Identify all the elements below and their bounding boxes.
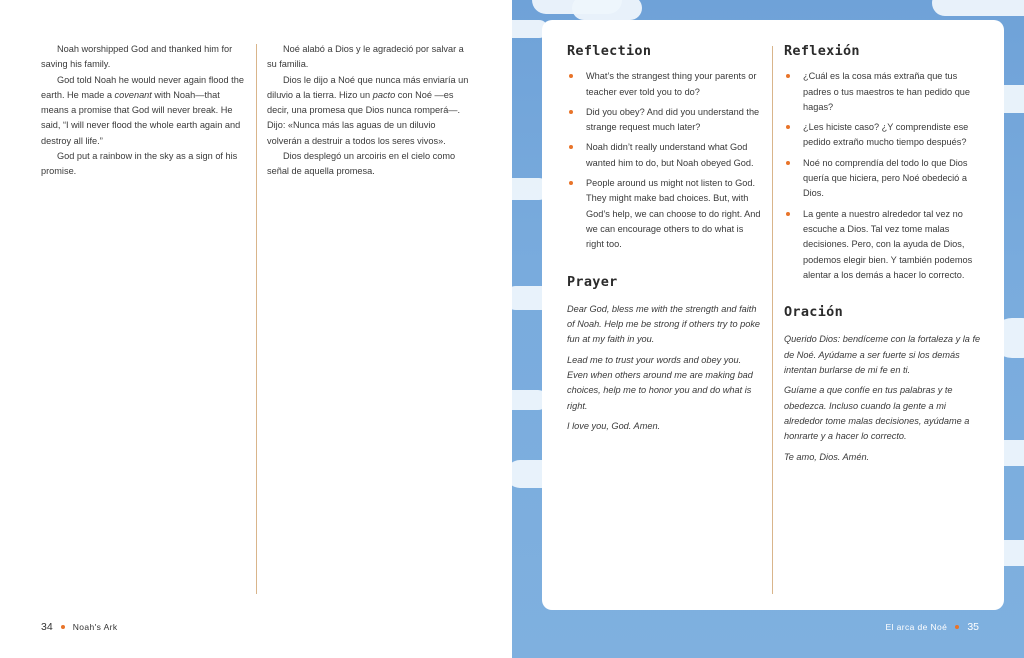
prayer-paragraph: Te amo, Dios. Amén. bbox=[784, 451, 870, 462]
prayer-paragraph: I love you, God. Amen. bbox=[567, 420, 661, 431]
prayer-text-en bbox=[567, 302, 763, 434]
cloud-decoration bbox=[932, 0, 1024, 16]
reflection-item: What’s the strangest thing your parents or teacher ever told you to do? bbox=[567, 69, 763, 100]
english-reflection-column bbox=[567, 44, 763, 439]
bullet-dot-icon bbox=[61, 625, 65, 629]
prayer-paragraph: Lead me to trust your words and obey you. Even when others around me are making bad choices, help me to honor you and do what is right. bbox=[567, 354, 753, 411]
prayer-heading: Prayer bbox=[567, 273, 618, 290]
page-number-left: 34 bbox=[41, 621, 53, 633]
prayer-paragraph: Dear God, bless me with the strength and faith of Noah. Help me be strong if others try to poke fun at my faith in you. bbox=[567, 303, 761, 345]
emphasized-term: covenant bbox=[114, 89, 152, 100]
column-divider bbox=[256, 44, 257, 594]
reflection-heading: Reflection bbox=[567, 43, 652, 59]
reflection-item: ¿Les hiciste caso? ¿Y comprendiste ese pedido extraño mucho tiempo después? bbox=[784, 120, 984, 151]
right-page bbox=[512, 0, 1024, 658]
reflection-item: Did you obey? And did you understand the strange request much later? bbox=[567, 105, 763, 136]
prayer-text-es bbox=[784, 332, 984, 464]
reflexion-heading: Reflexión bbox=[784, 43, 860, 59]
spanish-reflection-column bbox=[784, 44, 984, 470]
right-folio bbox=[885, 621, 979, 633]
reflection-item: ¿Cuál es la cosa más extraña que tus padres o tus maestros te han pedido que hagas? bbox=[784, 69, 984, 115]
prayer-paragraph: Guíame a que confíe en tus palabras y te obedezca. Incluso cuando la gente a mi alrededor tome malas decisiones, ayúdame a honrarte y a hacer lo correcto. bbox=[784, 385, 970, 442]
spanish-story-column bbox=[267, 42, 470, 180]
emphasized-term: pacto bbox=[372, 89, 396, 100]
reflection-list-en bbox=[567, 69, 763, 252]
left-folio bbox=[41, 621, 118, 633]
story-paragraph: God told Noah he would never again flood the earth. He made a covenant with Noah—that means a promise that God will never break. He said, “I will never flood the whole earth again and destroy all life.” bbox=[41, 74, 244, 146]
prayer-paragraph: Querido Dios: bendíceme con la fortaleza y la fe de Noé. Ayúdame a ser fuerte si los demás intentan burlarse de mi fe en ti. bbox=[784, 334, 981, 376]
reflection-card bbox=[542, 20, 1004, 610]
running-head-right: El arca de Noé bbox=[885, 622, 948, 632]
oracion-heading: Oración bbox=[784, 304, 843, 321]
story-paragraph: Noah worshipped God and thanked him for saving his family. bbox=[41, 44, 233, 70]
story-paragraph: Dios desplegó un arcoiris en el cielo como señal de aquella promesa. bbox=[267, 151, 456, 177]
reflection-item: La gente a nuestro alrededor tal vez no escuche a Dios. Tal vez tome malas decisiones. Pero, con la ayuda de Dios, podemos elegir bien. Y también podemos alentar a los demás a hacer lo correcto. bbox=[784, 207, 984, 283]
english-story-column bbox=[41, 42, 244, 180]
story-paragraph: Dios le dijo a Noé que nunca más enviaría un diluvio a la tierra. Hizo un pacto con Noé —es decir, una promesa que Dios nunca romperá—. Dijo: «Nunca más las aguas de un diluvio volverán a destruir a todos los seres vivos». bbox=[267, 74, 469, 146]
reflection-item: Noah didn’t really understand what God wanted him to do, but Noah obeyed God. bbox=[567, 140, 763, 171]
card-column-divider bbox=[772, 46, 773, 594]
reflection-list-es bbox=[784, 69, 984, 283]
bullet-dot-icon bbox=[955, 625, 959, 629]
running-head-left: Noah's Ark bbox=[72, 622, 118, 632]
page-number-right: 35 bbox=[967, 621, 979, 633]
story-paragraph: Noé alabó a Dios y le agradeció por salvar a su familia. bbox=[267, 44, 464, 70]
cloud-decoration bbox=[572, 0, 642, 20]
reflection-item: People around us might not listen to God. They might make bad choices. But, with God’s help, we can choose to do right. And we can encourage others to do what is right too. bbox=[567, 176, 763, 252]
reflection-item: Noé no comprendía del todo lo que Dios quería que hiciera, pero Noé obedeció a Dios. bbox=[784, 156, 984, 202]
story-paragraph: God put a rainbow in the sky as a sign of his promise. bbox=[41, 151, 238, 177]
